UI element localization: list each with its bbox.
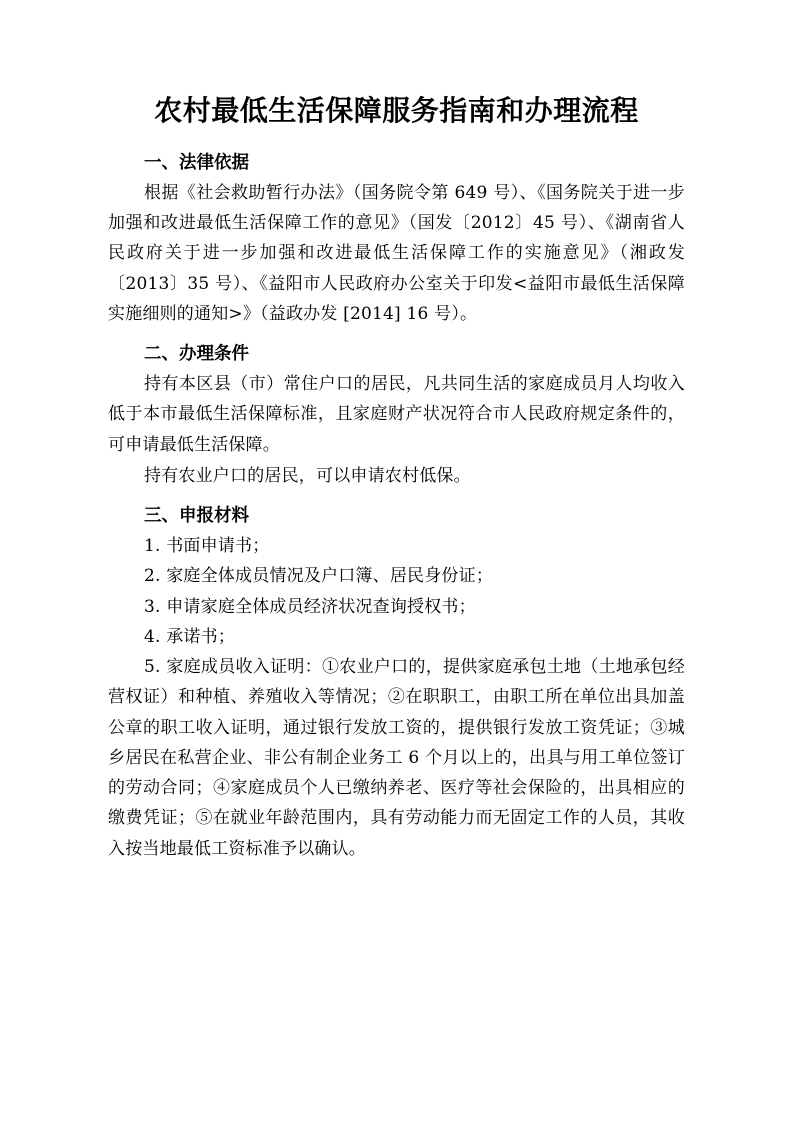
- list-item: 4. 承诺书；: [144, 626, 236, 647]
- list-item: 2. 家庭全体成员情况及户口簿、居民身份证；: [144, 566, 494, 587]
- section-paragraph-legal-basis: 根据《社会救助暂行办法》（国务院令第 649 号）、《国务院关于进一步加强和改进最低生活保障工作的意见》（国发〔2012〕45 号）、《湖南省人民政府关于进一步加强和改进最低生活保障工作的实施意见》（湘政发〔2013〕35 号）、《益阳市人民政府办公室关于印发<益阳市最低生活保障实施细则的通知>》（益政办发 [2014] 16 号）。: [108, 182, 685, 324]
- section-heading-materials: 三、申报材料: [144, 505, 249, 526]
- section-heading-legal-basis: 一、法律依据: [144, 151, 249, 172]
- section-heading-conditions: 二、办理条件: [144, 343, 249, 364]
- section-paragraph-conditions-1: 持有本区县（市）常住户口的居民，凡共同生活的家庭成员月人均收入低于本市最低生活保障标准，且家庭财产状况符合市人民政府规定条件的，可申请最低生活保障。: [108, 374, 685, 455]
- section-paragraph-conditions-2: 持有农业户口的居民，可以申请农村低保。: [144, 465, 471, 486]
- list-item: 3. 申请家庭全体成员经济状况查询授权书；: [144, 596, 476, 617]
- page-title: 农村最低生活保障服务指南和办理流程: [154, 95, 639, 126]
- list-item: 1. 书面申请书；: [144, 536, 270, 557]
- list-item: 5. 家庭成员收入证明：①农业户口的，提供家庭承包土地（土地承包经营权证）和种植、养殖收入等情况；②在职职工，由职工所在单位出具加盖公章的职工收入证明，通过银行发放工资的，提供银行发放工资凭证；③城乡居民在私营企业、非公有制企业务工 6 个月以上的，出具与用工单位签订的劳动合同；④家庭成员个人已缴纳养老、医疗等社会保险的，出具相应的缴费凭证；⑤在就业年龄范围内，具有劳动能力而无固定工作的人员，其收入按当地最低工资标准予以确认。: [108, 657, 685, 859]
